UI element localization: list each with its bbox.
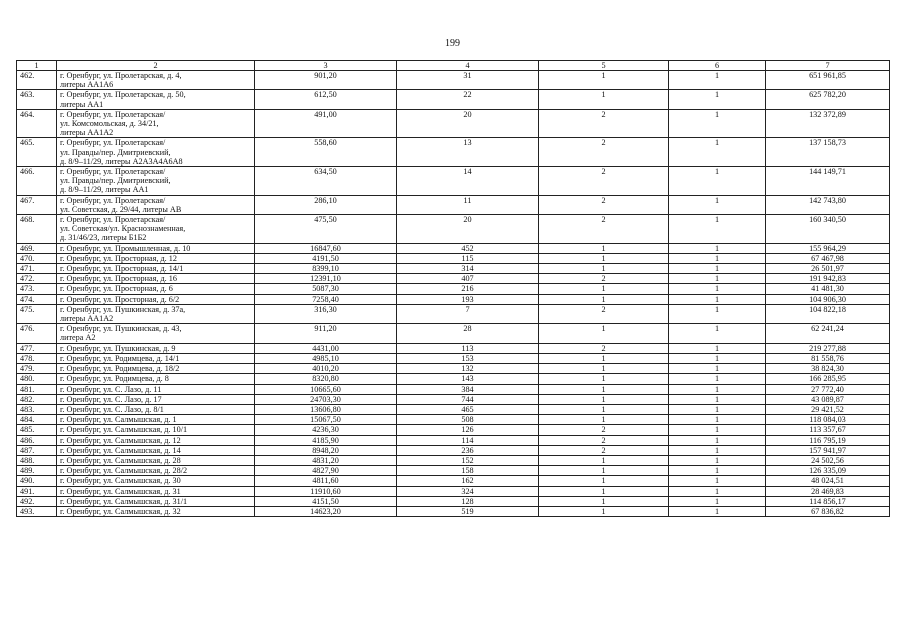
- area-cell: 8948,20: [255, 445, 397, 455]
- table-row: [17, 215, 890, 244]
- table-row: [17, 394, 890, 404]
- address-cell: г. Оренбург, ул. Пушкинская, д. 9: [57, 343, 255, 353]
- cost-cell: 62 241,24: [766, 324, 890, 343]
- area-cell: 16847,60: [255, 243, 397, 253]
- address-cell: г. Оренбург, ул. Промышленная, д. 10: [57, 243, 255, 253]
- table-row: [17, 138, 890, 167]
- column-6-cell: 1: [669, 167, 766, 196]
- residents-cell: 314: [397, 264, 539, 274]
- row-number-cell: 484.: [17, 415, 57, 425]
- row-number-cell: 478.: [17, 353, 57, 363]
- area-cell: 4985,10: [255, 353, 397, 363]
- address-cell: г. Оренбург, ул. Просторная, д. 6: [57, 284, 255, 294]
- address-cell: г. Оренбург, ул. Пролетарская/ ул. Правды/пер. Дмитриевский, д. 8/9–11/29, литеры АА1: [57, 167, 255, 196]
- column-6-cell: 1: [669, 324, 766, 343]
- column-6-cell: 1: [669, 304, 766, 323]
- cost-cell: 104 822,18: [766, 304, 890, 323]
- area-cell: 12391,10: [255, 274, 397, 284]
- table-row: [17, 343, 890, 353]
- row-number-cell: 487.: [17, 445, 57, 455]
- area-cell: 558,60: [255, 138, 397, 167]
- column-6-cell: 1: [669, 506, 766, 516]
- residents-cell: 465: [397, 404, 539, 414]
- column-5-cell: 2: [539, 215, 669, 244]
- row-number-cell: 466.: [17, 167, 57, 196]
- column-header: 6: [669, 61, 766, 71]
- area-cell: 4010,20: [255, 364, 397, 374]
- residents-cell: 132: [397, 364, 539, 374]
- column-5-cell: 2: [539, 304, 669, 323]
- column-6-cell: 1: [669, 264, 766, 274]
- column-6-cell: 1: [669, 215, 766, 244]
- table-row: [17, 253, 890, 263]
- address-cell: г. Оренбург, ул. Салмышская, д. 28/2: [57, 466, 255, 476]
- address-cell: г. Оренбург, ул. Пролетарская/ ул. Правды/пер. Дмитриевский, д. 8/9–11/29, литеры А2А3А4А6А8: [57, 138, 255, 167]
- cost-cell: 155 964,29: [766, 243, 890, 253]
- table-row: [17, 71, 890, 90]
- residents-cell: 20: [397, 109, 539, 138]
- row-number-cell: 480.: [17, 374, 57, 384]
- table-row: [17, 415, 890, 425]
- column-5-cell: 2: [539, 435, 669, 445]
- residents-cell: 143: [397, 374, 539, 384]
- address-cell: г. Оренбург, ул. Пролетарская/ ул. Комсомольская, д. 34/21, литеры АА1А2: [57, 109, 255, 138]
- column-6-cell: 1: [669, 394, 766, 404]
- cost-cell: 651 961,85: [766, 71, 890, 90]
- column-5-cell: 1: [539, 476, 669, 486]
- cost-cell: 38 824,30: [766, 364, 890, 374]
- cost-cell: 144 149,71: [766, 167, 890, 196]
- column-5-cell: 2: [539, 343, 669, 353]
- table-row: [17, 324, 890, 343]
- area-cell: 4431,00: [255, 343, 397, 353]
- residents-cell: 31: [397, 71, 539, 90]
- cost-cell: 625 782,20: [766, 90, 890, 109]
- address-cell: г. Оренбург, ул. Салмышская, д. 28: [57, 455, 255, 465]
- residents-cell: 22: [397, 90, 539, 109]
- cost-cell: 24 502,56: [766, 455, 890, 465]
- row-number-cell: 488.: [17, 455, 57, 465]
- column-6-cell: 1: [669, 109, 766, 138]
- column-6-cell: 1: [669, 274, 766, 284]
- residents-cell: 11: [397, 195, 539, 214]
- area-cell: 911,20: [255, 324, 397, 343]
- cost-cell: 27 772,40: [766, 384, 890, 394]
- row-number-cell: 485.: [17, 425, 57, 435]
- page-number: 199: [445, 38, 460, 49]
- column-6-cell: 1: [669, 195, 766, 214]
- address-cell: г. Оренбург, ул. Просторная, д. 14/1: [57, 264, 255, 274]
- column-5-cell: 2: [539, 425, 669, 435]
- area-cell: 5087,30: [255, 284, 397, 294]
- row-number-cell: 477.: [17, 343, 57, 353]
- cost-cell: 67 467,98: [766, 253, 890, 263]
- row-number-cell: 471.: [17, 264, 57, 274]
- column-6-cell: 1: [669, 353, 766, 363]
- address-cell: г. Оренбург, ул. Пушкинская, д. 37а, литеры АА1А2: [57, 304, 255, 323]
- residents-cell: 14: [397, 167, 539, 196]
- cost-cell: 113 357,67: [766, 425, 890, 435]
- area-cell: 4827,90: [255, 466, 397, 476]
- column-header: 2: [57, 61, 255, 71]
- residents-cell: 158: [397, 466, 539, 476]
- residents-cell: 236: [397, 445, 539, 455]
- row-number-cell: 490.: [17, 476, 57, 486]
- row-number-cell: 489.: [17, 466, 57, 476]
- column-6-cell: 1: [669, 243, 766, 253]
- column-5-cell: 1: [539, 264, 669, 274]
- column-6-cell: 1: [669, 486, 766, 496]
- cost-cell: 116 795,19: [766, 435, 890, 445]
- table-row: [17, 284, 890, 294]
- table-row: [17, 274, 890, 284]
- column-6-cell: 1: [669, 466, 766, 476]
- residents-cell: 153: [397, 353, 539, 363]
- column-5-cell: 2: [539, 167, 669, 196]
- residents-cell: 20: [397, 215, 539, 244]
- cost-cell: 219 277,88: [766, 343, 890, 353]
- table-row: [17, 195, 890, 214]
- column-6-cell: 1: [669, 364, 766, 374]
- row-number-cell: 473.: [17, 284, 57, 294]
- residents-cell: 13: [397, 138, 539, 167]
- table-row: [17, 435, 890, 445]
- row-number-cell: 468.: [17, 215, 57, 244]
- row-number-cell: 472.: [17, 274, 57, 284]
- table-row: [17, 167, 890, 196]
- cost-cell: 43 089,87: [766, 394, 890, 404]
- address-cell: г. Оренбург, ул. Просторная, д. 6/2: [57, 294, 255, 304]
- area-cell: 634,50: [255, 167, 397, 196]
- area-cell: 4191,50: [255, 253, 397, 263]
- area-cell: 13606,80: [255, 404, 397, 414]
- area-cell: 4185,90: [255, 435, 397, 445]
- column-6-cell: 1: [669, 445, 766, 455]
- area-cell: 612,50: [255, 90, 397, 109]
- row-number-cell: 467.: [17, 195, 57, 214]
- cost-cell: 48 024,51: [766, 476, 890, 486]
- header-row: [17, 61, 890, 71]
- address-cell: г. Оренбург, ул. Салмышская, д. 10/1: [57, 425, 255, 435]
- residents-cell: 162: [397, 476, 539, 486]
- table-row: [17, 374, 890, 384]
- table-row: [17, 404, 890, 414]
- cost-cell: 104 906,30: [766, 294, 890, 304]
- address-cell: г. Оренбург, ул. С. Лазо, д. 11: [57, 384, 255, 394]
- address-cell: г. Оренбург, ул. Просторная, д. 16: [57, 274, 255, 284]
- address-cell: г. Оренбург, ул. Салмышская, д. 30: [57, 476, 255, 486]
- area-cell: 286,10: [255, 195, 397, 214]
- table-row: [17, 364, 890, 374]
- residents-cell: 28: [397, 324, 539, 343]
- address-cell: г. Оренбург, ул. Пушкинская, д. 43, литера А2: [57, 324, 255, 343]
- address-cell: г. Оренбург, ул. Пролетарская/ ул. Советская/ул. Краснознаменная, д. 31/46/23, литеры Б1Б2: [57, 215, 255, 244]
- address-cell: г. Оренбург, ул. Салмышская, д. 12: [57, 435, 255, 445]
- column-5-cell: 2: [539, 138, 669, 167]
- column-5-cell: 1: [539, 384, 669, 394]
- row-number-cell: 486.: [17, 435, 57, 445]
- column-5-cell: 1: [539, 506, 669, 516]
- area-cell: 8320,80: [255, 374, 397, 384]
- residents-cell: 384: [397, 384, 539, 394]
- row-number-cell: 483.: [17, 404, 57, 414]
- table-body: [17, 71, 890, 517]
- column-5-cell: 1: [539, 324, 669, 343]
- table-row: [17, 445, 890, 455]
- column-5-cell: 1: [539, 374, 669, 384]
- column-5-cell: 1: [539, 394, 669, 404]
- column-5-cell: 1: [539, 90, 669, 109]
- column-6-cell: 1: [669, 404, 766, 414]
- area-cell: 8399,10: [255, 264, 397, 274]
- column-5-cell: 1: [539, 353, 669, 363]
- cost-cell: 142 743,80: [766, 195, 890, 214]
- residents-cell: 7: [397, 304, 539, 323]
- cost-cell: 41 481,30: [766, 284, 890, 294]
- table-row: [17, 243, 890, 253]
- column-5-cell: 2: [539, 274, 669, 284]
- address-cell: г. Оренбург, ул. С. Лазо, д. 17: [57, 394, 255, 404]
- column-5-cell: 1: [539, 243, 669, 253]
- row-number-cell: 481.: [17, 384, 57, 394]
- column-6-cell: 1: [669, 415, 766, 425]
- column-6-cell: 1: [669, 435, 766, 445]
- residents-cell: 152: [397, 455, 539, 465]
- area-cell: 15067,50: [255, 415, 397, 425]
- table-row: [17, 466, 890, 476]
- column-6-cell: 1: [669, 425, 766, 435]
- address-cell: г. Оренбург, ул. Салмышская, д. 1: [57, 415, 255, 425]
- address-cell: г. Оренбург, ул. Салмышская, д. 31: [57, 486, 255, 496]
- cost-cell: 126 335,09: [766, 466, 890, 476]
- column-header: 7: [766, 61, 890, 71]
- area-cell: 901,20: [255, 71, 397, 90]
- column-5-cell: 1: [539, 284, 669, 294]
- area-cell: 7258,40: [255, 294, 397, 304]
- area-cell: 4831,20: [255, 455, 397, 465]
- row-number-cell: 470.: [17, 253, 57, 263]
- table-row: [17, 353, 890, 363]
- column-6-cell: 1: [669, 476, 766, 486]
- residents-cell: 519: [397, 506, 539, 516]
- address-cell: г. Оренбург, ул. Родимцева, д. 14/1: [57, 353, 255, 363]
- cost-cell: 157 941,97: [766, 445, 890, 455]
- column-5-cell: 1: [539, 404, 669, 414]
- column-6-cell: 1: [669, 90, 766, 109]
- column-5-cell: 2: [539, 109, 669, 138]
- address-cell: г. Оренбург, ул. Родимцева, д. 18/2: [57, 364, 255, 374]
- row-number-cell: 469.: [17, 243, 57, 253]
- cost-cell: 191 942,83: [766, 274, 890, 284]
- column-6-cell: 1: [669, 294, 766, 304]
- cost-cell: 132 372,89: [766, 109, 890, 138]
- column-5-cell: 1: [539, 496, 669, 506]
- column-6-cell: 1: [669, 71, 766, 90]
- row-number-cell: 463.: [17, 90, 57, 109]
- area-cell: 491,00: [255, 109, 397, 138]
- cost-cell: 160 340,50: [766, 215, 890, 244]
- area-cell: 24703,30: [255, 394, 397, 404]
- row-number-cell: 475.: [17, 304, 57, 323]
- table-row: [17, 496, 890, 506]
- row-number-cell: 491.: [17, 486, 57, 496]
- row-number-cell: 492.: [17, 496, 57, 506]
- address-cell: г. Оренбург, ул. С. Лазо, д. 8/1: [57, 404, 255, 414]
- row-number-cell: 462.: [17, 71, 57, 90]
- area-cell: 14623,20: [255, 506, 397, 516]
- column-5-cell: 1: [539, 455, 669, 465]
- row-number-cell: 476.: [17, 324, 57, 343]
- table-row: [17, 425, 890, 435]
- table-row: [17, 304, 890, 323]
- cost-cell: 166 285,95: [766, 374, 890, 384]
- area-cell: 475,50: [255, 215, 397, 244]
- column-5-cell: 2: [539, 445, 669, 455]
- column-header: 5: [539, 61, 669, 71]
- address-cell: г. Оренбург, ул. Салмышская, д. 32: [57, 506, 255, 516]
- residents-cell: 193: [397, 294, 539, 304]
- cost-cell: 26 501,97: [766, 264, 890, 274]
- table-row: [17, 264, 890, 274]
- row-number-cell: 465.: [17, 138, 57, 167]
- table-row: [17, 455, 890, 465]
- column-5-cell: 1: [539, 294, 669, 304]
- address-cell: г. Оренбург, ул. Родимцева, д. 8: [57, 374, 255, 384]
- address-cell: г. Оренбург, ул. Пролетарская/ ул. Советская, д. 29/44, литеры АВ: [57, 195, 255, 214]
- address-cell: г. Оренбург, ул. Пролетарская, д. 50, литеры АА1: [57, 90, 255, 109]
- area-cell: 4151,50: [255, 496, 397, 506]
- residents-cell: 128: [397, 496, 539, 506]
- column-6-cell: 1: [669, 384, 766, 394]
- column-5-cell: 2: [539, 195, 669, 214]
- address-cell: г. Оренбург, ул. Салмышская, д. 14: [57, 445, 255, 455]
- row-number-cell: 474.: [17, 294, 57, 304]
- table-row: [17, 384, 890, 394]
- table-row: [17, 90, 890, 109]
- area-cell: 11910,60: [255, 486, 397, 496]
- residents-cell: 126: [397, 425, 539, 435]
- cost-cell: 137 158,73: [766, 138, 890, 167]
- column-6-cell: 1: [669, 455, 766, 465]
- row-number-cell: 479.: [17, 364, 57, 374]
- column-6-cell: 1: [669, 343, 766, 353]
- table-row: [17, 506, 890, 516]
- address-cell: г. Оренбург, ул. Просторная, д. 12: [57, 253, 255, 263]
- column-header: 4: [397, 61, 539, 71]
- table-row: [17, 486, 890, 496]
- column-6-cell: 1: [669, 284, 766, 294]
- address-cell: г. Оренбург, ул. Пролетарская, д. 4, литеры АА1А6: [57, 71, 255, 90]
- column-5-cell: 1: [539, 364, 669, 374]
- column-5-cell: 1: [539, 71, 669, 90]
- table-row: [17, 476, 890, 486]
- cost-cell: 29 421,52: [766, 404, 890, 414]
- residents-cell: 216: [397, 284, 539, 294]
- column-6-cell: 1: [669, 374, 766, 384]
- column-6-cell: 1: [669, 496, 766, 506]
- residents-cell: 508: [397, 415, 539, 425]
- area-cell: 4236,30: [255, 425, 397, 435]
- row-number-cell: 493.: [17, 506, 57, 516]
- column-5-cell: 1: [539, 253, 669, 263]
- area-cell: 4811,60: [255, 476, 397, 486]
- column-6-cell: 1: [669, 138, 766, 167]
- column-5-cell: 1: [539, 486, 669, 496]
- column-header: 1: [17, 61, 57, 71]
- residents-cell: 115: [397, 253, 539, 263]
- cost-cell: 28 469,83: [766, 486, 890, 496]
- row-number-cell: 482.: [17, 394, 57, 404]
- area-cell: 10665,60: [255, 384, 397, 394]
- residents-cell: 452: [397, 243, 539, 253]
- cost-cell: 118 084,03: [766, 415, 890, 425]
- area-cell: 316,30: [255, 304, 397, 323]
- table-row: [17, 294, 890, 304]
- cost-cell: 114 856,17: [766, 496, 890, 506]
- row-number-cell: 464.: [17, 109, 57, 138]
- residents-cell: 407: [397, 274, 539, 284]
- residents-cell: 114: [397, 435, 539, 445]
- table-row: [17, 109, 890, 138]
- column-header: 3: [255, 61, 397, 71]
- cost-cell: 67 836,82: [766, 506, 890, 516]
- cost-cell: 81 558,76: [766, 353, 890, 363]
- housing-table: [16, 60, 890, 517]
- column-6-cell: 1: [669, 253, 766, 263]
- residents-cell: 744: [397, 394, 539, 404]
- residents-cell: 113: [397, 343, 539, 353]
- column-5-cell: 1: [539, 466, 669, 476]
- residents-cell: 324: [397, 486, 539, 496]
- address-cell: г. Оренбург, ул. Салмышская, д. 31/1: [57, 496, 255, 506]
- column-5-cell: 1: [539, 415, 669, 425]
